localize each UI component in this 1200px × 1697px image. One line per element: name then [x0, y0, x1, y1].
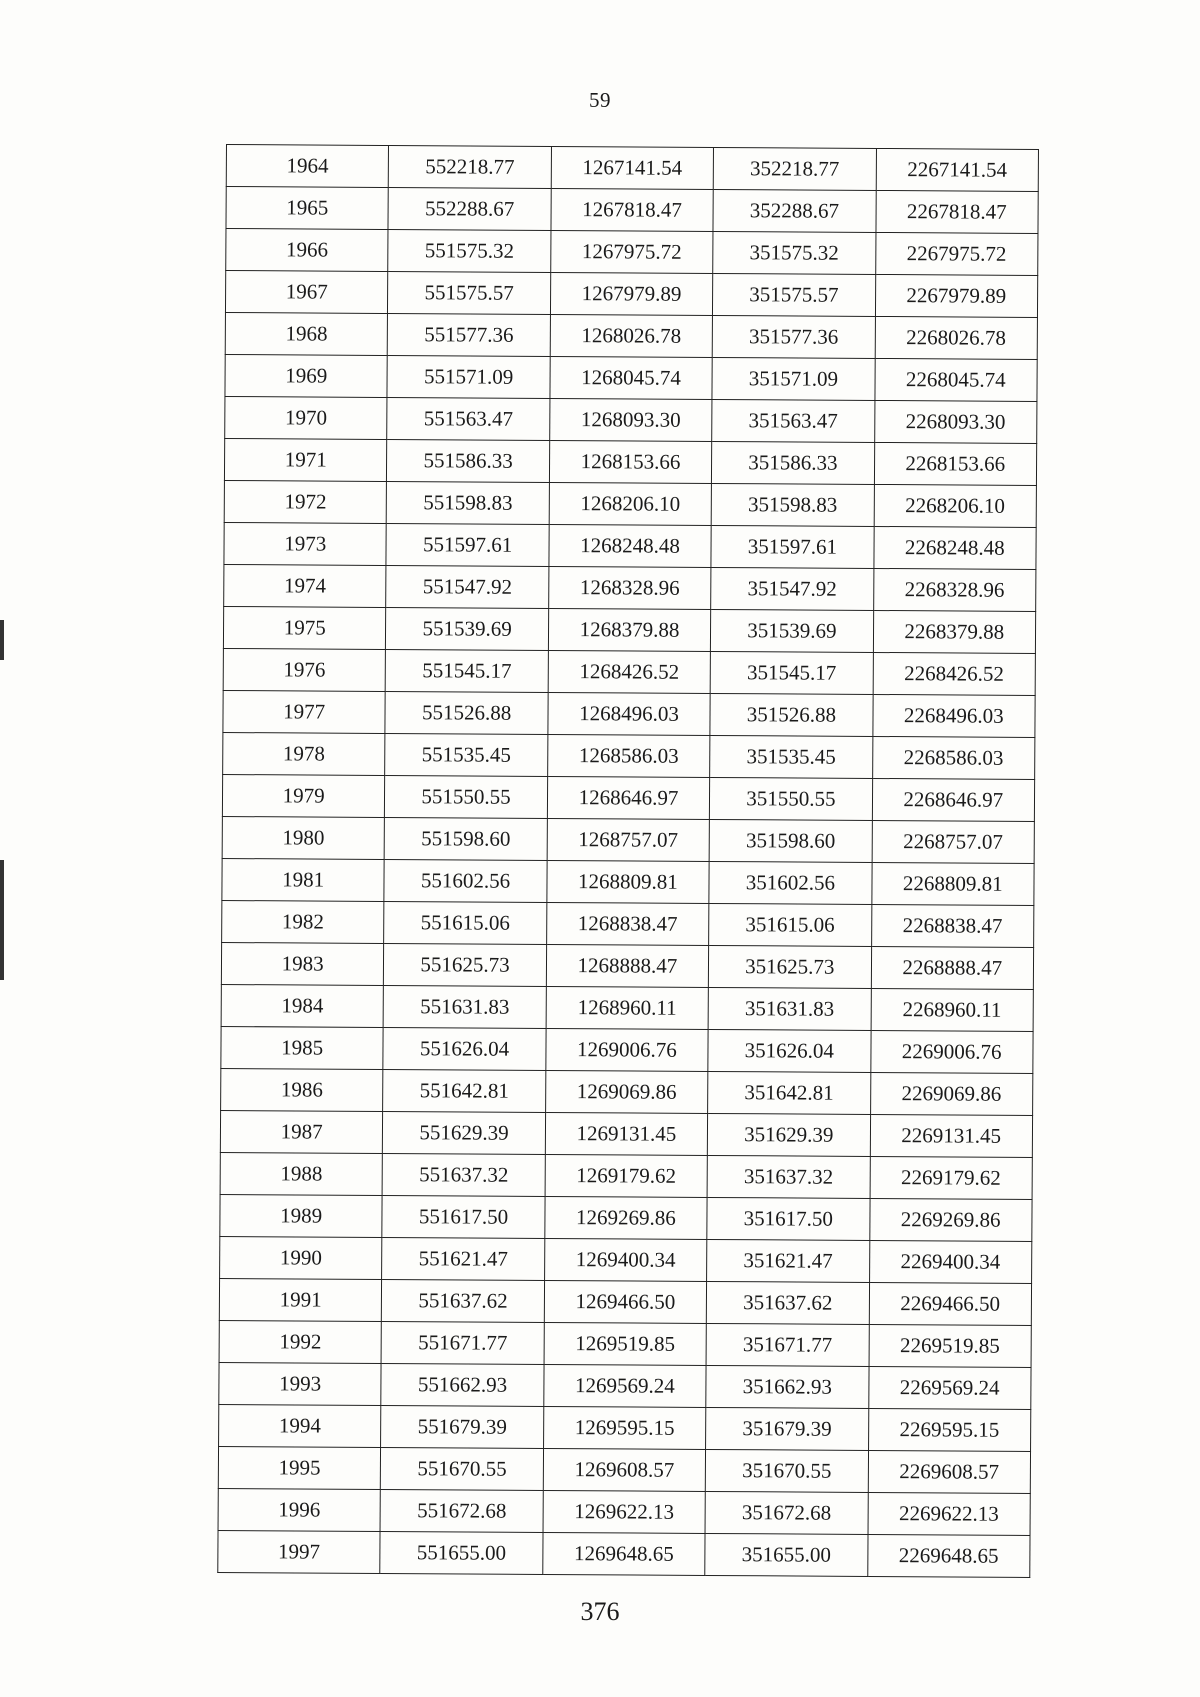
year-cell: 1991	[219, 1278, 382, 1321]
value-cell: 351679.39	[706, 1407, 869, 1450]
table-row	[226, 187, 1038, 234]
value-cell: 2268426.52	[873, 652, 1036, 695]
value-cell: 551598.60	[385, 817, 548, 860]
value-cell: 1268026.78	[550, 314, 713, 357]
value-cell: 1269400.34	[544, 1238, 707, 1281]
value-cell: 551563.47	[387, 397, 550, 440]
value-cell: 351655.00	[705, 1533, 868, 1576]
value-cell: 1268496.03	[548, 692, 711, 735]
year-cell: 1970	[225, 396, 388, 439]
value-cell: 551539.69	[386, 607, 549, 650]
value-cell: 2268153.66	[874, 442, 1037, 485]
table-row	[222, 900, 1034, 947]
table-row	[223, 606, 1035, 653]
value-cell: 351626.04	[708, 1029, 871, 1072]
table-row	[222, 858, 1034, 905]
value-cell: 1268426.52	[548, 650, 711, 693]
value-cell: 2268960.11	[871, 988, 1034, 1031]
value-cell: 551615.06	[384, 901, 547, 944]
value-cell: 1269069.86	[545, 1070, 708, 1113]
table-row	[219, 1278, 1031, 1325]
value-cell: 1268809.81	[547, 860, 710, 903]
page-number-bottom: 376	[580, 1597, 620, 1626]
value-cell: 2269569.24	[868, 1366, 1031, 1409]
value-cell: 2267979.89	[875, 274, 1038, 317]
year-cell: 1965	[226, 187, 389, 230]
value-cell: 551617.50	[382, 1195, 545, 1238]
value-cell: 2268093.30	[874, 400, 1037, 443]
value-cell: 551626.04	[383, 1027, 546, 1070]
value-cell: 351575.32	[713, 231, 876, 274]
value-cell: 351598.83	[711, 483, 874, 526]
year-cell: 1994	[219, 1404, 382, 1447]
value-cell: 2268888.47	[871, 946, 1034, 989]
table-row	[221, 1068, 1033, 1115]
value-cell: 551547.92	[386, 565, 549, 608]
table-row	[224, 564, 1036, 611]
value-cell: 551625.73	[384, 943, 547, 986]
value-cell: 2269006.76	[870, 1030, 1033, 1073]
table-row	[226, 229, 1038, 276]
table-row	[219, 1362, 1031, 1409]
value-cell: 1267141.54	[551, 146, 714, 189]
value-cell: 2268496.03	[872, 694, 1035, 737]
value-cell: 1269269.86	[545, 1196, 708, 1239]
value-cell: 1269006.76	[546, 1028, 709, 1071]
value-cell: 1268248.48	[549, 524, 712, 567]
table-row	[220, 1152, 1032, 1199]
value-cell: 551575.32	[388, 229, 551, 272]
value-cell: 2269131.45	[870, 1114, 1033, 1157]
value-cell: 351637.32	[707, 1155, 870, 1198]
year-cell: 1978	[223, 732, 386, 775]
value-cell: 2269608.57	[868, 1450, 1031, 1493]
year-cell: 1964	[226, 145, 389, 188]
value-cell: 1268960.11	[546, 986, 709, 1029]
table-row	[224, 522, 1036, 569]
value-cell: 1269608.57	[543, 1448, 706, 1491]
value-cell: 551637.32	[382, 1153, 545, 1196]
value-cell: 1269131.45	[545, 1112, 708, 1155]
value-cell: 2268026.78	[875, 316, 1038, 359]
value-cell: 551670.55	[381, 1447, 544, 1490]
table-row	[225, 396, 1037, 443]
value-cell: 2267975.72	[875, 232, 1038, 275]
table-row	[221, 942, 1033, 989]
value-cell: 1268093.30	[549, 398, 712, 441]
value-cell: 1268379.88	[548, 608, 711, 651]
value-cell: 351526.88	[710, 693, 873, 736]
value-cell: 351563.47	[712, 399, 875, 442]
value-cell: 351545.17	[710, 651, 873, 694]
value-cell: 551571.09	[387, 355, 550, 398]
year-cell: 1984	[221, 984, 384, 1027]
value-cell: 2268757.07	[872, 820, 1035, 863]
value-cell: 1268586.03	[547, 734, 710, 777]
value-cell: 2268838.47	[871, 904, 1034, 947]
value-cell: 351621.47	[707, 1239, 870, 1282]
value-cell: 1268646.97	[547, 776, 710, 819]
table-row	[221, 1026, 1033, 1073]
table-row	[218, 1446, 1030, 1493]
year-cell: 1997	[218, 1530, 381, 1573]
value-cell: 1269622.13	[543, 1490, 706, 1533]
value-cell: 1268045.74	[550, 356, 713, 399]
value-cell: 551597.61	[386, 523, 549, 566]
value-cell: 351575.57	[713, 273, 876, 316]
year-cell: 1995	[218, 1446, 381, 1489]
year-cell: 1977	[223, 690, 386, 733]
value-cell: 351602.56	[709, 861, 872, 904]
value-cell: 351571.09	[712, 357, 875, 400]
value-cell: 351547.92	[711, 567, 874, 610]
table-row	[226, 145, 1038, 192]
value-cell: 2268586.03	[872, 736, 1035, 779]
value-cell: 1268838.47	[546, 902, 709, 945]
value-cell: 2269648.65	[867, 1534, 1030, 1577]
value-cell: 1267818.47	[551, 188, 714, 231]
value-cell: 2268248.48	[873, 526, 1036, 569]
value-cell: 1269595.15	[543, 1406, 706, 1449]
table-row	[218, 1530, 1030, 1577]
value-cell: 551550.55	[385, 775, 548, 818]
value-cell: 2268646.97	[872, 778, 1035, 821]
value-cell: 1268153.66	[549, 440, 712, 483]
scan-artifact	[0, 620, 4, 660]
scan-artifact	[0, 860, 4, 980]
value-cell: 2269595.15	[868, 1408, 1031, 1451]
value-cell: 1267975.72	[551, 230, 714, 273]
year-cell: 1979	[222, 774, 385, 817]
value-cell: 2269400.34	[869, 1240, 1032, 1283]
value-cell: 2268045.74	[875, 358, 1038, 401]
year-cell: 1976	[223, 648, 386, 691]
value-cell: 551637.62	[382, 1279, 545, 1322]
value-cell: 551655.00	[380, 1531, 543, 1574]
value-cell: 2269466.50	[869, 1282, 1032, 1325]
value-cell: 551586.33	[387, 439, 550, 482]
value-cell: 351597.61	[711, 525, 874, 568]
value-cell: 551672.68	[380, 1489, 543, 1532]
value-cell: 351629.39	[708, 1113, 871, 1156]
year-cell: 1972	[224, 480, 387, 523]
value-cell: 551679.39	[381, 1405, 544, 1448]
value-cell: 551662.93	[381, 1363, 544, 1406]
table-row	[223, 648, 1035, 695]
year-cell: 1974	[224, 564, 387, 607]
year-cell: 1971	[224, 438, 387, 481]
year-cell: 1990	[220, 1236, 383, 1279]
table-row	[225, 312, 1037, 359]
table-row	[223, 690, 1035, 737]
value-cell: 1268328.96	[548, 566, 711, 609]
table-row	[219, 1404, 1031, 1451]
value-cell: 2267141.54	[876, 148, 1039, 191]
table-row	[225, 271, 1037, 318]
value-cell: 1268206.10	[549, 482, 712, 525]
year-cell: 1982	[222, 900, 385, 943]
value-cell: 2269179.62	[870, 1156, 1033, 1199]
value-cell: 351535.45	[710, 735, 873, 778]
value-cell: 2267818.47	[876, 190, 1039, 233]
year-cell: 1967	[225, 271, 388, 314]
table-row	[223, 732, 1035, 779]
value-cell: 351670.55	[705, 1449, 868, 1492]
data-table	[217, 144, 1039, 1578]
value-cell: 552218.77	[389, 145, 552, 188]
value-cell: 1268757.07	[547, 818, 710, 861]
table-row	[220, 1194, 1032, 1241]
year-cell: 1996	[218, 1488, 381, 1531]
year-cell: 1985	[221, 1026, 384, 1069]
value-cell: 2268809.81	[871, 862, 1034, 905]
value-cell: 351631.83	[708, 987, 871, 1030]
value-cell: 551621.47	[382, 1237, 545, 1280]
value-cell: 551575.57	[388, 271, 551, 314]
value-cell: 2268379.88	[873, 610, 1036, 653]
value-cell: 2269622.13	[868, 1492, 1031, 1535]
table-row	[219, 1320, 1031, 1367]
value-cell: 551535.45	[385, 733, 548, 776]
value-cell: 352288.67	[713, 189, 876, 232]
year-cell: 1989	[220, 1194, 383, 1237]
year-cell: 1992	[219, 1320, 382, 1363]
year-cell: 1973	[224, 522, 387, 565]
value-cell: 351598.60	[709, 819, 872, 862]
value-cell: 1269519.85	[544, 1322, 707, 1365]
value-cell: 1267979.89	[550, 272, 713, 315]
value-cell: 551631.83	[383, 985, 546, 1028]
value-cell: 1269569.24	[544, 1364, 707, 1407]
value-cell: 1269648.65	[543, 1532, 706, 1575]
value-cell: 351672.68	[705, 1491, 868, 1534]
value-cell: 351586.33	[712, 441, 875, 484]
value-cell: 351577.36	[712, 315, 875, 358]
table-row	[224, 480, 1036, 527]
page-number-top: 59	[589, 88, 611, 112]
value-cell: 552288.67	[388, 187, 551, 230]
table-row	[222, 816, 1034, 863]
year-cell: 1980	[222, 816, 385, 859]
value-cell: 551629.39	[383, 1111, 546, 1154]
year-cell: 1987	[220, 1110, 383, 1153]
value-cell: 351662.93	[706, 1365, 869, 1408]
table-row	[225, 354, 1037, 401]
value-cell: 551671.77	[381, 1321, 544, 1364]
value-cell: 351637.62	[706, 1281, 869, 1324]
table-row	[221, 984, 1033, 1031]
year-cell: 1993	[219, 1362, 382, 1405]
year-cell: 1975	[223, 606, 386, 649]
year-cell: 1988	[220, 1152, 383, 1195]
value-cell: 2268328.96	[873, 568, 1036, 611]
value-cell: 351615.06	[709, 903, 872, 946]
table-row	[220, 1236, 1032, 1283]
value-cell: 1269179.62	[545, 1154, 708, 1197]
year-cell: 1981	[222, 858, 385, 901]
value-cell: 2269069.86	[870, 1072, 1033, 1115]
year-cell: 1966	[226, 229, 389, 272]
value-cell: 351625.73	[709, 945, 872, 988]
value-cell: 2269519.85	[869, 1324, 1032, 1367]
value-cell: 551602.56	[384, 859, 547, 902]
year-cell: 1969	[225, 354, 388, 397]
value-cell: 351539.69	[711, 609, 874, 652]
value-cell: 2268206.10	[874, 484, 1037, 527]
value-cell: 351642.81	[708, 1071, 871, 1114]
value-cell: 551526.88	[385, 691, 548, 734]
value-cell: 551545.17	[386, 649, 549, 692]
value-cell: 551642.81	[383, 1069, 546, 1112]
value-cell: 352218.77	[713, 147, 876, 190]
value-cell: 351671.77	[706, 1323, 869, 1366]
table-row	[218, 1488, 1030, 1535]
value-cell: 351550.55	[710, 777, 873, 820]
table-row	[224, 438, 1036, 485]
table-body	[218, 145, 1039, 1578]
value-cell: 1268888.47	[546, 944, 709, 987]
value-cell: 551598.83	[387, 481, 550, 524]
value-cell: 2269269.86	[869, 1198, 1032, 1241]
year-cell: 1968	[225, 312, 388, 355]
year-cell: 1983	[221, 942, 384, 985]
value-cell: 551577.36	[388, 313, 551, 356]
table-row	[220, 1110, 1032, 1157]
table-row	[222, 774, 1034, 821]
year-cell: 1986	[221, 1068, 384, 1111]
value-cell: 351617.50	[707, 1197, 870, 1240]
value-cell: 1269466.50	[544, 1280, 707, 1323]
